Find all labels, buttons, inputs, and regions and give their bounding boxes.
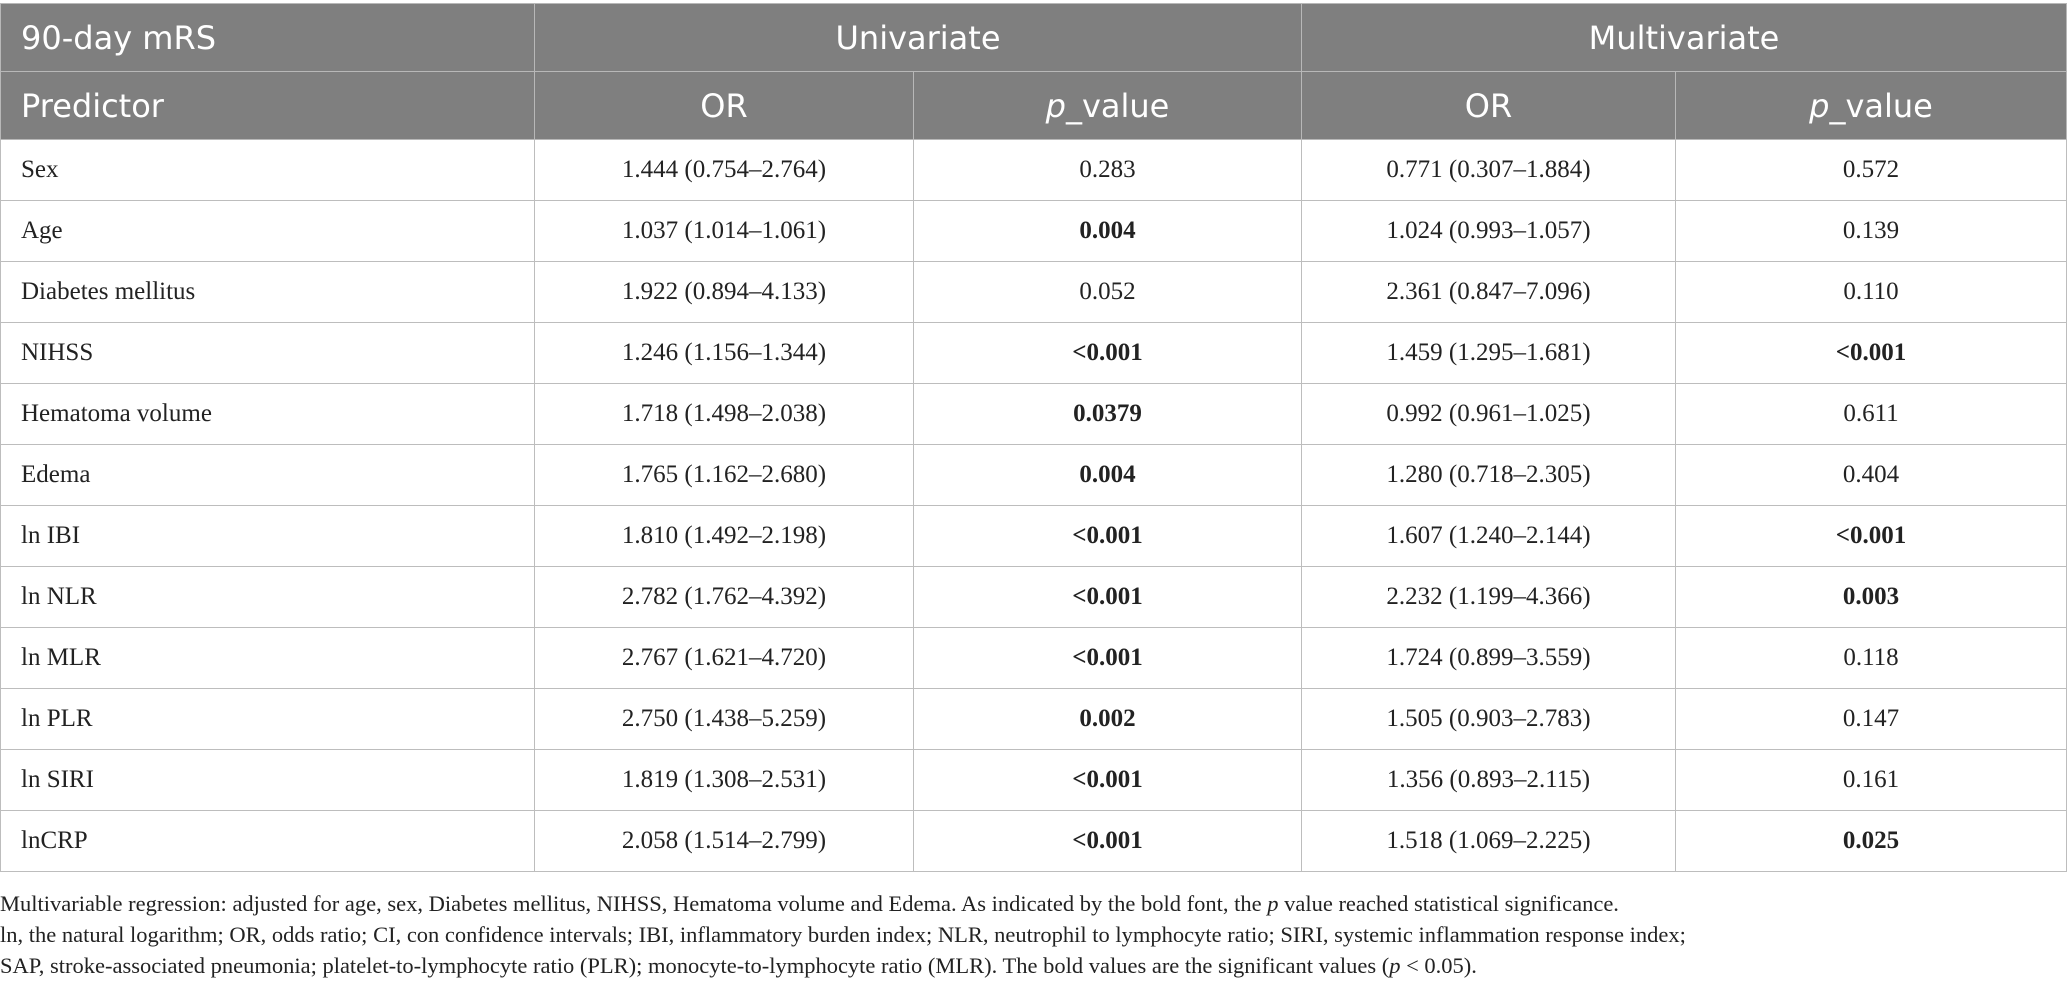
or-multivariate-cell: 2.361 (0.847–7.096) <box>1302 262 1676 323</box>
or-univariate-header: OR <box>535 72 914 140</box>
predictor-cell: Hematoma volume <box>1 384 535 445</box>
p-value-multivariate-cell: 0.025 <box>1676 811 2067 872</box>
p-value-univariate-cell: 0.002 <box>914 689 1302 750</box>
footnote-line-1 <box>0 888 2060 919</box>
corner-header: 90-day mRS <box>1 4 535 72</box>
p-value-multivariate-cell: 0.572 <box>1676 140 2067 201</box>
predictor-header: Predictor <box>1 72 535 140</box>
p-value-suffix: _value <box>1065 86 1170 125</box>
table-row <box>1 140 2067 201</box>
predictor-cell: Diabetes mellitus <box>1 262 535 323</box>
table-row <box>1 262 2067 323</box>
or-univariate-cell: 1.246 (1.156–1.344) <box>535 323 914 384</box>
or-univariate-cell: 1.765 (1.162–2.680) <box>535 445 914 506</box>
footnote-italic-p: p <box>1267 891 1279 916</box>
table-footnote <box>0 888 2060 981</box>
regression-table <box>0 3 2067 872</box>
footnote-line-2: ln, the natural logarithm; OR, odds ratio; CI, con confidence intervals; IBI, inflammatory burden index; NLR, neutrophil to lymphocyte ratio; SIRI, systemic inflammation response index; <box>0 922 1686 947</box>
predictor-cell: lnCRP <box>1 811 535 872</box>
or-univariate-cell: 1.718 (1.498–2.038) <box>535 384 914 445</box>
p-value-multivariate-cell: 0.118 <box>1676 628 2067 689</box>
footnote-line-3 <box>0 950 2060 981</box>
p-value-univariate-cell: 0.004 <box>914 445 1302 506</box>
or-multivariate-cell: 1.024 (0.993–1.057) <box>1302 201 1676 262</box>
or-univariate-cell: 2.782 (1.762–4.392) <box>535 567 914 628</box>
predictor-cell: Edema <box>1 445 535 506</box>
table-row <box>1 201 2067 262</box>
predictor-cell: ln PLR <box>1 689 535 750</box>
table-row <box>1 811 2067 872</box>
table-row <box>1 750 2067 811</box>
table-row <box>1 567 2067 628</box>
p-italic: p <box>1045 86 1066 125</box>
predictor-cell: ln SIRI <box>1 750 535 811</box>
predictor-cell: Age <box>1 201 535 262</box>
footnote-italic-p: p <box>1389 953 1401 978</box>
p-italic: p <box>1809 86 1830 125</box>
univariate-header: Univariate <box>535 4 1302 72</box>
p-value-multivariate-cell: 0.110 <box>1676 262 2067 323</box>
or-multivariate-cell: 1.518 (1.069–2.225) <box>1302 811 1676 872</box>
table-row <box>1 384 2067 445</box>
table-row <box>1 323 2067 384</box>
predictor-cell: ln MLR <box>1 628 535 689</box>
header-group-row <box>1 4 2067 72</box>
or-univariate-cell: 1.037 (1.014–1.061) <box>535 201 914 262</box>
p-value-multivariate-cell: 0.139 <box>1676 201 2067 262</box>
or-univariate-cell: 2.750 (1.438–5.259) <box>535 689 914 750</box>
p-value-univariate-header <box>914 72 1302 140</box>
p-value-univariate-cell: <0.001 <box>914 567 1302 628</box>
multivariate-header: Multivariate <box>1302 4 2067 72</box>
table-row <box>1 628 2067 689</box>
predictor-cell: NIHSS <box>1 323 535 384</box>
footnote-text: SAP, stroke-associated pneumonia; platelet-to-lymphocyte ratio (PLR); monocyte-to-lymphocyte ratio (MLR). The bold values are the significant values ( <box>0 953 1390 978</box>
p-value-univariate-cell: <0.001 <box>914 506 1302 567</box>
predictor-cell: ln IBI <box>1 506 535 567</box>
or-univariate-cell: 1.444 (0.754–2.764) <box>535 140 914 201</box>
predictor-cell: Sex <box>1 140 535 201</box>
or-multivariate-cell: 2.232 (1.199–4.366) <box>1302 567 1676 628</box>
p-value-univariate-cell: 0.052 <box>914 262 1302 323</box>
p-value-univariate-cell: <0.001 <box>914 323 1302 384</box>
p-value-univariate-cell: 0.283 <box>914 140 1302 201</box>
or-univariate-cell: 2.767 (1.621–4.720) <box>535 628 914 689</box>
p-value-multivariate-cell: <0.001 <box>1676 506 2067 567</box>
footnote-text: value reached statistical significance. <box>1278 891 1619 916</box>
p-value-suffix: _value <box>1829 86 1933 125</box>
or-univariate-cell: 1.810 (1.492–2.198) <box>535 506 914 567</box>
or-multivariate-cell: 1.356 (0.893–2.115) <box>1302 750 1676 811</box>
or-univariate-cell: 1.819 (1.308–2.531) <box>535 750 914 811</box>
p-value-univariate-cell: 0.004 <box>914 201 1302 262</box>
or-multivariate-cell: 1.607 (1.240–2.144) <box>1302 506 1676 567</box>
p-value-univariate-cell: <0.001 <box>914 811 1302 872</box>
table-row <box>1 445 2067 506</box>
or-multivariate-cell: 0.992 (0.961–1.025) <box>1302 384 1676 445</box>
table-row <box>1 506 2067 567</box>
footnote-text: Multivariable regression: adjusted for age, sex, Diabetes mellitus, NIHSS, Hematoma volume and Edema. As indicated by the bold font, the <box>0 891 1268 916</box>
or-multivariate-cell: 1.724 (0.899–3.559) <box>1302 628 1676 689</box>
or-univariate-cell: 1.922 (0.894–4.133) <box>535 262 914 323</box>
p-value-univariate-cell: <0.001 <box>914 628 1302 689</box>
p-value-multivariate-cell: <0.001 <box>1676 323 2067 384</box>
table-row <box>1 689 2067 750</box>
or-multivariate-cell: 1.505 (0.903–2.783) <box>1302 689 1676 750</box>
table-body <box>1 140 2067 872</box>
predictor-cell: ln NLR <box>1 567 535 628</box>
or-multivariate-cell: 0.771 (0.307–1.884) <box>1302 140 1676 201</box>
p-value-multivariate-header <box>1676 72 2067 140</box>
p-value-multivariate-cell: 0.147 <box>1676 689 2067 750</box>
p-value-multivariate-cell: 0.611 <box>1676 384 2067 445</box>
p-value-univariate-cell: <0.001 <box>914 750 1302 811</box>
or-multivariate-cell: 1.459 (1.295–1.681) <box>1302 323 1676 384</box>
p-value-multivariate-cell: 0.161 <box>1676 750 2067 811</box>
footnote-text: < 0.05). <box>1400 953 1477 978</box>
header-column-row <box>1 72 2067 140</box>
or-multivariate-cell: 1.280 (0.718–2.305) <box>1302 445 1676 506</box>
or-univariate-cell: 2.058 (1.514–2.799) <box>535 811 914 872</box>
or-multivariate-header: OR <box>1302 72 1676 140</box>
p-value-multivariate-cell: 0.404 <box>1676 445 2067 506</box>
p-value-multivariate-cell: 0.003 <box>1676 567 2067 628</box>
p-value-univariate-cell: 0.0379 <box>914 384 1302 445</box>
